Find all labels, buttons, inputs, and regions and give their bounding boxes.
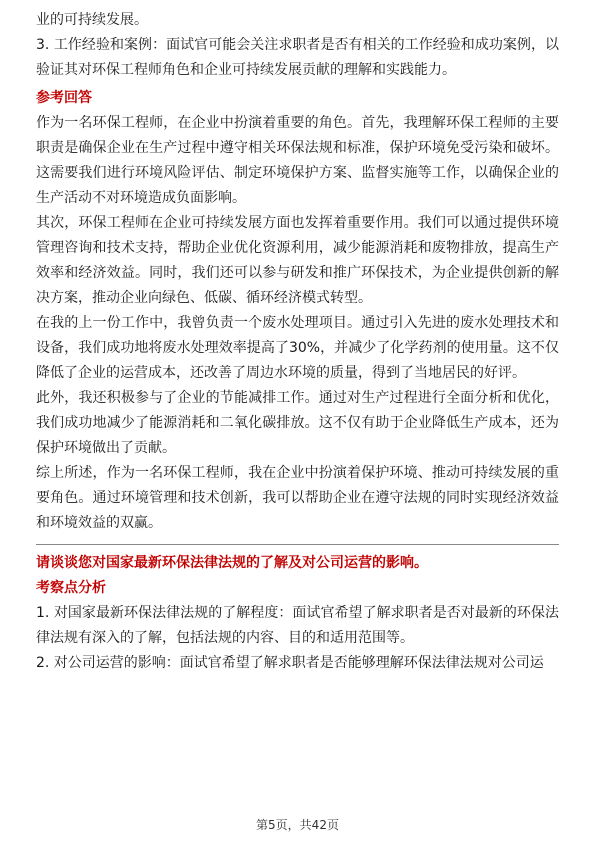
page-number: 第5页，共42页	[256, 818, 339, 832]
document-page	[36, 8, 559, 676]
intro-tail: 业的可持续发展。	[36, 12, 148, 28]
answer-paragraph: 作为一名环保工程师，在企业中扮演着重要的角色。首先，我理解环保工程师的主要职责是确保企业在生产过程中遵守相关环保法规和标准，保护环境免受污染和破坏。这需要我们进行环境风险评估、制定环境保护方案、监督实施等工作，以确保企业的生产活动不对环境造成负面影响。	[36, 115, 559, 206]
reference-answer-heading: 参考回答	[36, 90, 92, 106]
answer-paragraph: 其次，环保工程师在企业可持续发展方面也发挥着重要作用。我们可以通过提供环境管理咨询和技术支持，帮助企业优化资源利用，减少能源消耗和废物排放，提高生产效率和经济效益。同时，我们还可以参与研发和推广环保技术，为企业提供创新的解决方案，推动企业向绿色、低碳、循环经济模式转型。	[36, 215, 559, 306]
analysis-point: 2. 对公司运营的影响：面试官希望了解求职者是否能够理解环保法律法规对公司运	[36, 655, 544, 671]
question-heading: 请谈谈您对国家最新环保法律法规的了解及对公司运营的影响。	[36, 555, 428, 571]
analysis-point: 1. 对国家最新环保法律法规的了解程度：面试官希望了解求职者是否对最新的环保法律法规有深入的了解，包括法规的内容、目的和适用范围等。	[36, 605, 559, 646]
analysis-heading: 考察点分析	[36, 580, 106, 596]
answer-paragraph: 在我的上一份工作中，我曾负责一个废水处理项目。通过引入先进的废水处理技术和设备，我们成功地将废水处理效率提高了30%，并减少了化学药剂的使用量。这不仅降低了企业的运营成本，还改善了周边水环境的质量，得到了当地居民的好评。	[36, 315, 559, 381]
answer-paragraph: 综上所述，作为一名环保工程师，我在企业中扮演着保护环境、推动可持续发展的重要角色。通过环境管理和技术创新，我可以帮助企业在遵守法规的同时实现经济效益和环境效益的双赢。	[36, 465, 559, 531]
section-divider	[36, 544, 559, 545]
answer-paragraph: 此外，我还积极参与了企业的节能减排工作。通过对生产过程进行全面分析和优化，我们成功地减少了能源消耗和二氧化碳排放。这不仅有助于企业降低生产成本，还为保护环境做出了贡献。	[36, 390, 559, 456]
intro-point-3: 3. 工作经验和案例：面试官可能会关注求职者是否有相关的工作经验和成功案例，以验证其对环保工程师角色和企业可持续发展贡献的理解和实践能力。	[36, 37, 559, 78]
